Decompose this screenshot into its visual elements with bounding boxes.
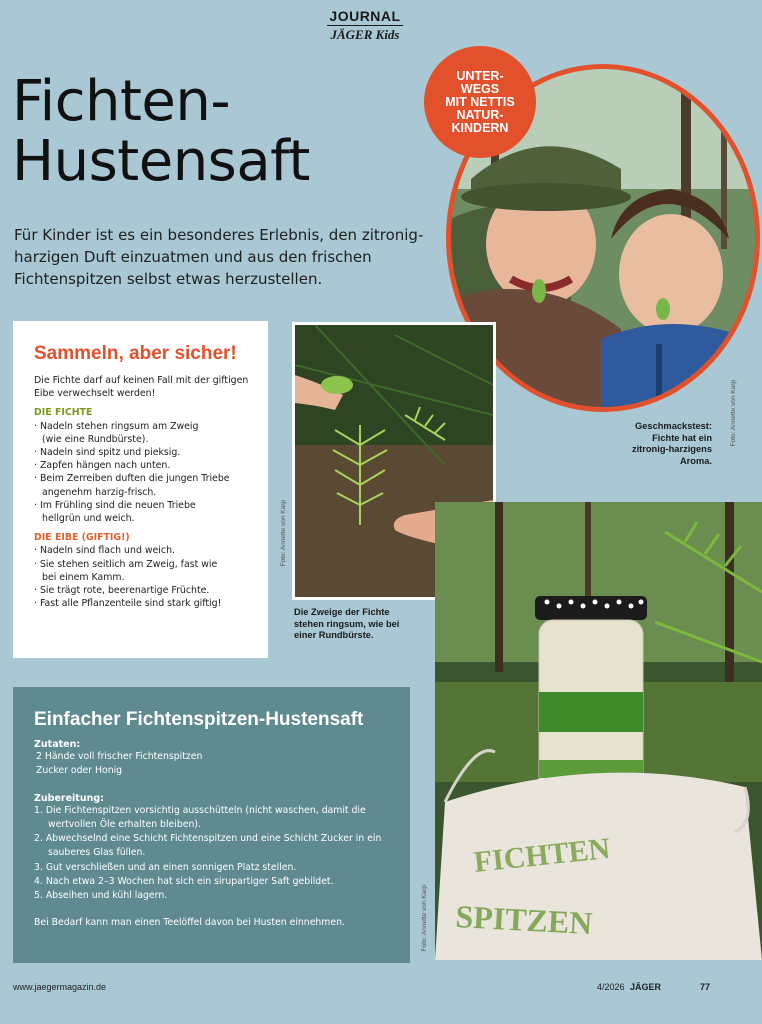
fichte-heading: DIE FICHTE — [34, 407, 93, 419]
page-number: 77 — [700, 982, 711, 992]
intro-text: Für Kinder ist es ein besonderes Erlebnis, den zitronig-harzigen Duft einzuatmen und aus den frischen Fichtenspitzen selbst etwas herzustellen. — [14, 226, 424, 288]
badge-text: UNTER- WEGS MIT NETTIS NATUR- KINDERN — [445, 68, 515, 135]
list-item: · Beim Zerreiben duften die jungen Triebe angenehm harzig-frisch. — [34, 472, 264, 498]
jar-photo — [435, 502, 762, 960]
list-item: · Nadeln sind flach und weich. — [34, 544, 264, 557]
branch-photo-credit: Foto: Annette von Karp — [280, 500, 287, 567]
safety-box-title: Sammeln, aber sicher! — [34, 343, 237, 364]
title-line-1: Fichten- — [12, 69, 231, 134]
bag-text-line-2: SPITZEN — [454, 898, 594, 942]
recipe-box — [13, 687, 410, 963]
footer-issue: 4/2026 JÄGER — [597, 982, 662, 992]
series-badge — [424, 46, 536, 158]
safety-box-body: Die Fichte darf auf keinen Fall mit der giftigen Eibe verwechselt werden! DIE FICHTE · Nadeln stehen ringsum am Zweig (wie eine Rundbürste). · Nadeln sind spitz und pieksig. · Zapfen hängen nach unten. · Beim Zerreiben duften die jungen Triebe angenehm harzig-frisch. · Im Frühling sind die neuen Triebe hellgrün und weich. DIE EIBE (GIFTIG!) · Nadeln sind flach und weich. · Sie stehen seitlich am Zweig, fast wie bei einem Kamm. · Sie trägt rote, beerenartige Früchte. · Fast alle Pflanzenteile sind stark giftig! — [34, 374, 264, 610]
list-item: · Nadeln sind spitz und pieksig. — [34, 446, 264, 459]
footer-url: www.jaegermagazin.de — [13, 982, 107, 992]
eibe-list — [34, 544, 264, 610]
list-item: · Zapfen hängen nach unten. — [34, 459, 264, 472]
list-item: 4. Nach etwa 2–3 Wochen hat sich ein sirupartiger Saft gebildet. — [34, 876, 334, 888]
list-item: · Sie stehen seitlich am Zweig, fast wie bei einem Kamm. — [34, 558, 264, 584]
dosage-note: Bei Bedarf kann man einen Teelöffel davon bei Husten einnehmen. — [34, 916, 345, 928]
jar-photo-credit: Foto: Annette von Karp — [421, 885, 428, 952]
journal-label: JOURNAL — [329, 8, 401, 24]
safety-box — [13, 321, 268, 658]
bag-text-line-1: FICHTEN — [472, 831, 612, 879]
list-item: 1. Die Fichtenspitzen vorsichtig ausschütteln (nicht waschen, damit die wertvollen Öle erhalten bleiben). — [34, 804, 366, 830]
journal-header — [300, 6, 430, 43]
ingredients-list — [34, 750, 404, 779]
list-item: · Fast alle Pflanzenteile sind stark giftig! — [34, 597, 264, 610]
list-item: · Sie trägt rote, beerenartige Früchte. — [34, 584, 264, 597]
fichte-list — [34, 420, 264, 526]
ingredients-label: Zutaten: — [34, 739, 81, 750]
list-item: · Nadeln stehen ringsum am Zweig (wie eine Rundbürste). — [34, 420, 264, 446]
preparation-label: Zubereitung: — [34, 792, 104, 804]
list-item: Zucker oder Honig — [36, 765, 123, 777]
section-label: JÄGER Kids — [330, 27, 400, 42]
recipe-body — [34, 739, 404, 930]
title-line-2: Hustensaft — [12, 129, 310, 194]
list-item: · Im Frühling sind die neuen Triebe hellgrün und weich. — [34, 499, 264, 525]
list-item: 2. Abwechselnd eine Schicht Fichtenspitzen und eine Schicht Zucker in ein sauberes Glas füllen. — [34, 833, 382, 859]
eibe-heading: DIE EIBE (GIFTIG!) — [34, 532, 130, 544]
recipe-title: Einfacher Fichtenspitzen-Hustensaft — [34, 709, 364, 730]
list-item: 5. Abseihen und kühl lagern. — [34, 890, 168, 902]
list-item: 2 Hände voll frischer Fichtenspitzen — [36, 751, 203, 762]
branch-caption: Die Zweige der Fichte stehen ringsum, wie bei einer Rundbürste. — [294, 607, 400, 640]
list-item: 3. Gut verschließen und an einen sonnigen Platz stellen. — [34, 861, 297, 873]
preparation-steps — [34, 804, 404, 904]
jar-illustration — [435, 502, 762, 960]
portrait-photo-credit: Foto: Annette von Karp — [730, 380, 737, 447]
portrait-caption: Geschmackstest: Fichte hat ein zitronig-harzigens Aroma. — [631, 421, 712, 466]
article-title — [12, 69, 310, 194]
